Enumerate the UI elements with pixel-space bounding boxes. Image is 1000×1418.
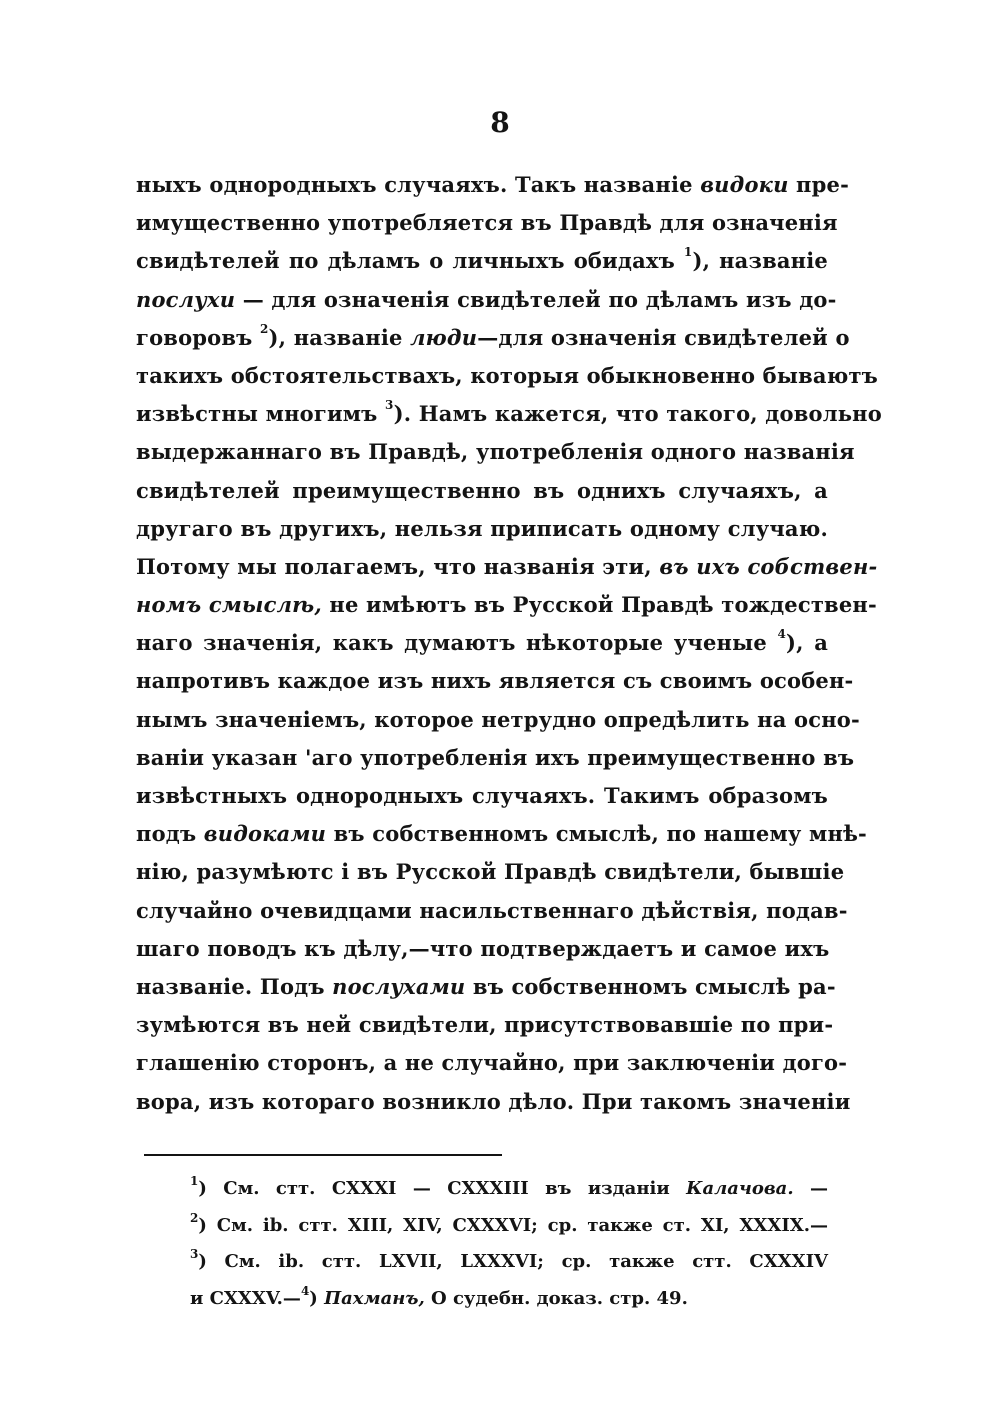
text-line (136, 701, 860, 739)
text-segment: глашенію сторонъ, а не случайно, при заключеніи дого- (136, 1050, 848, 1076)
text-line (136, 433, 855, 471)
text-line (136, 815, 867, 853)
text-line (136, 204, 838, 242)
text-segment: ), названіе (268, 324, 411, 350)
italic-segment: Калачова. (686, 1178, 794, 1199)
footnote-line (190, 1208, 828, 1245)
text-segment: зумѣются въ ней свидѣтели, присутствовавшіе по при- (136, 1012, 834, 1038)
italic-segment: люди (410, 324, 478, 350)
text-segment: ), названіе (692, 248, 828, 274)
footnote-marker: 4 (300, 1283, 310, 1298)
text-line (136, 472, 828, 510)
text-segment: ), а (786, 630, 829, 656)
text-segment: пре- (788, 172, 849, 197)
text-line (136, 242, 828, 280)
text-segment: — (793, 1178, 828, 1199)
page-number: 8 (490, 106, 510, 139)
text-segment: наго значенія, какъ думаютъ нѣкоторые ученые (136, 630, 778, 656)
text-segment: ) См. ib. стт. LXVII, LXXXVI; ср. также стт. CXXXIV (198, 1251, 828, 1272)
text-line (136, 662, 854, 700)
text-line (136, 739, 855, 777)
footnotes (190, 1171, 828, 1317)
text-segment: нію, разумѣютс і въ Русской Правдѣ свидѣтели, бывшіе (136, 859, 845, 885)
text-line (136, 777, 828, 815)
italic-segment: послухи (136, 286, 236, 312)
text-segment: извѣстны многимъ (136, 401, 385, 427)
text-line (136, 510, 828, 548)
italic-segment: послухами (332, 973, 466, 999)
footnote-marker: 3 (190, 1247, 199, 1261)
text-segment: не имѣютъ въ Русской Правдѣ тождествен- (321, 592, 877, 618)
footnote-marker: 3 (385, 398, 394, 413)
text-line (136, 1044, 848, 1082)
footnote-marker: 2 (190, 1210, 199, 1225)
text-line (136, 892, 848, 930)
text-line (136, 930, 828, 968)
text-segment: свидѣтелей преимущественно въ однихъ случаяхъ, а (136, 477, 828, 503)
text-line (136, 319, 850, 357)
text-segment: говоровъ (136, 324, 260, 350)
body-text (136, 166, 882, 1121)
text-segment: подъ (136, 821, 204, 847)
text-line (136, 968, 836, 1006)
text-segment: извѣстныхъ однородныхъ случаяхъ. Такимъ образомъ (136, 783, 828, 808)
italic-segment: видоками (203, 821, 327, 847)
text-line (136, 395, 882, 433)
text-segment: напротивъ каждое изъ нихъ является съ своимъ особен- (136, 668, 854, 694)
italic-segment: въ ихъ собствен- (659, 553, 878, 579)
footnote-marker: 2 (259, 321, 269, 336)
italic-segment: Пахманъ, (324, 1287, 425, 1309)
text-line (136, 853, 845, 891)
footnote-divider (144, 1154, 502, 1156)
text-segment: ) См. стт. CXXXI — CXXXIII въ изданіи (198, 1178, 687, 1199)
text-segment: нымъ значеніемъ, которое нетрудно опредѣлить на осно- (136, 706, 860, 732)
text-segment: въ собственномъ смыслѣ, по нашему мнѣ- (326, 821, 867, 847)
text-line (136, 357, 878, 395)
text-line (136, 624, 828, 662)
text-segment: такихъ обстоятельствахъ, которыя обыкновенно бываютъ (136, 362, 878, 388)
italic-segment: номъ смыслѣ, (136, 592, 322, 618)
text-line (136, 586, 877, 624)
text-segment: шаго поводъ къ дѣлу,—что подтверждаетъ и самое ихъ (136, 935, 830, 961)
text-line (136, 1083, 851, 1121)
text-segment: другаго въ другихъ, нельзя приписать одному случаю. (136, 515, 828, 541)
text-segment: ваніи указан 'аго употребленія ихъ преимущественно въ (136, 744, 855, 770)
footnote-marker: 4 (777, 627, 787, 642)
text-segment: и CXXXV.— (190, 1287, 301, 1309)
footnote-line (190, 1281, 828, 1318)
text-segment: названіе. Подъ (136, 973, 333, 999)
footnote-line (190, 1244, 828, 1281)
text-segment: О судебн. доказ. стр. 49. (424, 1287, 688, 1309)
text-segment: ) См. ib. стт. XIII, XIV, CXXXVI; ср. также ст. XI, XXXIX.— (198, 1214, 828, 1236)
text-segment: свидѣтелей по дѣламъ о личныхъ обидахъ (136, 248, 684, 274)
footnote-line (190, 1171, 828, 1208)
text-segment: — для означенія свидѣтелей по дѣламъ изъ до- (235, 286, 837, 312)
text-segment: имущественно употребляется въ Правдѣ для означенія (136, 210, 838, 236)
italic-segment: видоки (700, 172, 789, 197)
text-segment: въ собственномъ смыслѣ ра- (465, 973, 836, 999)
text-segment: ныхъ однородныхъ случаяхъ. Такъ названіе (136, 172, 701, 197)
footnote-marker: 1 (190, 1174, 199, 1188)
text-segment: случайно очевидцами насильственнаго дѣйствія, подав- (136, 897, 848, 923)
text-segment: ). Намъ кажется, что такого, довольно (393, 401, 882, 427)
text-line (136, 281, 837, 319)
text-line (136, 548, 878, 586)
text-line (136, 166, 849, 204)
text-segment: выдержаннаго въ Правдѣ, употребленія одного названія (136, 439, 855, 465)
footnote-marker: 1 (683, 245, 693, 260)
text-line (136, 1006, 834, 1044)
text-segment: вора, изъ котораго возникло дѣло. При такомъ значеніи (136, 1088, 851, 1114)
text-segment: Потому мы полагаемъ, что названія эти, (136, 553, 660, 579)
text-segment: ) (309, 1287, 325, 1309)
text-segment: —для означенія свидѣтелей о (477, 324, 850, 350)
